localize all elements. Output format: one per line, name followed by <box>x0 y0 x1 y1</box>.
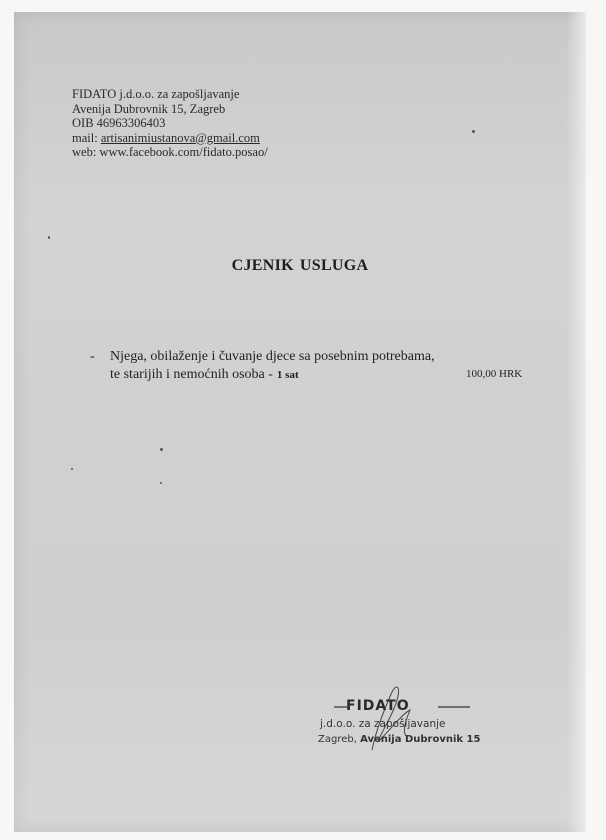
scan-speck <box>48 236 50 239</box>
service-line-2-text: te starijih i nemoćnih osoba - <box>110 367 273 382</box>
scan-speck <box>160 448 163 451</box>
service-line-2 <box>110 366 435 384</box>
sender-oib: OIB 46963306403 <box>72 116 166 130</box>
sender-mail <box>72 131 268 146</box>
sender-address: Avenija Dubrovnik 15, Zagreb <box>72 101 226 116</box>
stamp-company: j.d.o.o. za zapošljavanje <box>320 718 446 730</box>
stamp-street: Avenija Dubrovnik 15 <box>360 734 481 745</box>
list-dash: - <box>90 349 95 364</box>
scan-speck <box>71 468 73 470</box>
sender-company: FIDATO j.d.o.o. za zapošljavanje <box>72 87 240 101</box>
service-description <box>110 348 435 384</box>
page-title <box>14 257 586 275</box>
company-stamp <box>310 680 480 770</box>
scanned-page <box>14 12 586 832</box>
stamp-city: Zagreb, <box>318 734 361 745</box>
service-price: 100,00 HRK <box>466 368 523 380</box>
sender-web: web: www.facebook.com/fidato.posao/ <box>72 145 268 159</box>
title-word-2: USLUGA <box>299 257 369 274</box>
scan-speck <box>472 130 475 133</box>
sender-block <box>72 87 268 160</box>
sender-mail-address[interactable]: artisanimiustanova@gmail.com <box>100 130 260 145</box>
sender-mail-label: mail: <box>72 130 101 145</box>
stamp-address <box>318 734 480 745</box>
service-line-1: Njega, obilaženje i čuvanje djece sa posebnim potrebama, <box>110 349 435 364</box>
title-word-1: CJENIK <box>231 257 294 274</box>
service-unit: 1 sat <box>276 369 299 381</box>
scan-speck <box>160 482 162 484</box>
stamp-brand: FIDATO <box>346 698 410 714</box>
